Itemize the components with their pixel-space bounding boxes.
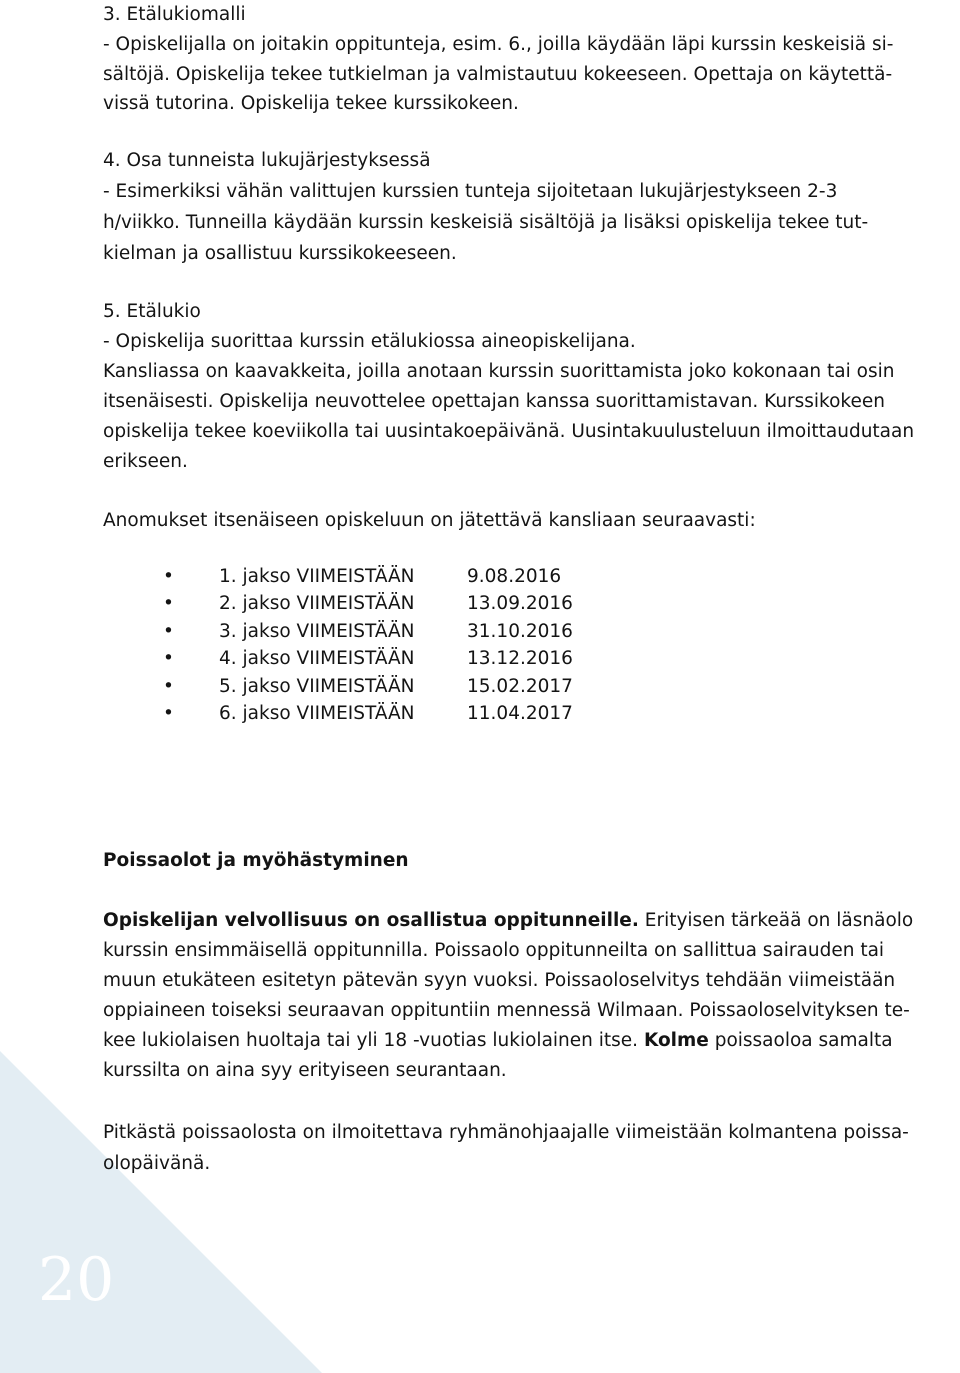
section5-line: Kansliassa on kaavakkeita, joilla anotaan kurssin suorittamista joko kokonaan tai osin [103, 361, 895, 382]
section4-line: - Esimerkiksi vähän valittujen kurssien tunteja sijoitetaan lukujärjestykseen 2-3 [103, 181, 838, 202]
absence-notice-line: Pitkästä poissaolosta on ilmoitettava ryhmänohjaajalle viimeistään kolmantena poissa- [103, 1122, 909, 1143]
list-item [103, 700, 573, 727]
absence-line5-post: poissaoloa samalta [708, 1030, 893, 1051]
section5-line: - Opiskelija suorittaa kurssin etälukiossa aineopiskelijana. [103, 331, 636, 352]
deadline-date: 15.02.2017 [467, 675, 573, 697]
list-item [103, 673, 573, 700]
bullet-icon: • [163, 648, 174, 670]
deadline-list [103, 563, 573, 727]
section5-line: erikseen. [103, 451, 188, 472]
absence-line: kurssin ensimmäisellä oppitunnilla. Poissaolo oppitunneilta on sallittua sairauden tai [103, 940, 885, 961]
absence-line [103, 1026, 893, 1056]
section4-line: kielman ja osallistuu kurssikokeeseen. [103, 243, 457, 264]
deadline-label: 2. jakso VIIMEISTÄÄN [219, 593, 415, 615]
bullet-icon: • [163, 593, 174, 615]
absence-line: muun etukäteen esitetyn pätevän syyn vuoksi. Poissaoloselvitys tehdään viimeistään [103, 970, 896, 991]
section3-title: 3. Etälukiomalli [103, 4, 246, 25]
bullet-icon: • [163, 702, 174, 724]
absence-line5-pre: kee lukiolaisen huoltaja tai yli 18 -vuotias lukiolainen itse. [103, 1030, 644, 1051]
absence-kolme: Kolme [643, 1030, 709, 1051]
deadline-date: 13.12.2016 [467, 648, 573, 670]
list-item [103, 645, 573, 672]
absence-line1-rest: Erityisen tärkeää on läsnäolo [638, 910, 914, 931]
deadline-label: 6. jakso VIIMEISTÄÄN [219, 702, 415, 724]
deadline-label: 5. jakso VIIMEISTÄÄN [219, 675, 415, 697]
bullet-icon: • [163, 566, 174, 587]
absence-duty-text: Opiskelijan velvollisuus on osallistua oppitunneille. [103, 910, 639, 931]
section5-line: itsenäisesti. Opiskelija neuvottelee opettajan kanssa suorittamistavan. Kurssikokeen [103, 391, 885, 412]
deadline-date: 9.08.2016 [467, 566, 562, 587]
corner-decoration [0, 1051, 322, 1373]
deadline-label: 1. jakso VIIMEISTÄÄN [219, 566, 415, 587]
section5-line: opiskelija tekee koeviikolla tai uusintakoepäivänä. Uusintakuulusteluun ilmoittaudutaan [103, 421, 915, 442]
absence-line: oppiaineen toiseksi seuraavan oppituntiin mennessä Wilmaan. Poissaoloselvityksen te- [103, 1000, 910, 1021]
deadline-date: 11.04.2017 [467, 702, 573, 724]
absence-heading: Poissaolot ja myöhästyminen [103, 850, 409, 871]
absence-line [103, 906, 913, 936]
absence-notice-line: olopäivänä. [103, 1153, 211, 1174]
section4-title: 4. Osa tunneista lukujärjestyksessä [103, 150, 431, 171]
deadline-date: 31.10.2016 [467, 620, 573, 642]
absence-line: kurssilta on aina syy erityiseen seurantaan. [103, 1060, 507, 1081]
section4-line: h/viikko. Tunneilla käydään kurssin keskeisiä sisältöjä ja lisäksi opiskelija tekee tut- [103, 212, 869, 233]
list-item [103, 618, 573, 645]
deadline-label: 3. jakso VIIMEISTÄÄN [219, 620, 415, 642]
section3-line: sältöjä. Opiskelija tekee tutkielman ja valmistautuu kokeeseen. Opettaja on käytettä- [103, 64, 893, 85]
page-number: 20 [38, 1245, 115, 1315]
deadlines-intro: Anomukset itsenäiseen opiskeluun on jätettävä kansliaan seuraavasti: [103, 510, 756, 531]
deadline-label: 4. jakso VIIMEISTÄÄN [219, 648, 415, 670]
list-item [103, 590, 573, 617]
deadline-date: 13.09.2016 [467, 593, 573, 615]
bullet-icon: • [163, 620, 174, 642]
list-item [103, 563, 573, 590]
section3-line: vissä tutorina. Opiskelija tekee kurssikokeen. [103, 93, 519, 114]
section3-line: - Opiskelijalla on joitakin oppitunteja, esim. 6., joilla käydään läpi kurssin keskeisiä si- [103, 34, 894, 55]
bullet-icon: • [163, 675, 174, 697]
section5-title: 5. Etälukio [103, 301, 201, 322]
